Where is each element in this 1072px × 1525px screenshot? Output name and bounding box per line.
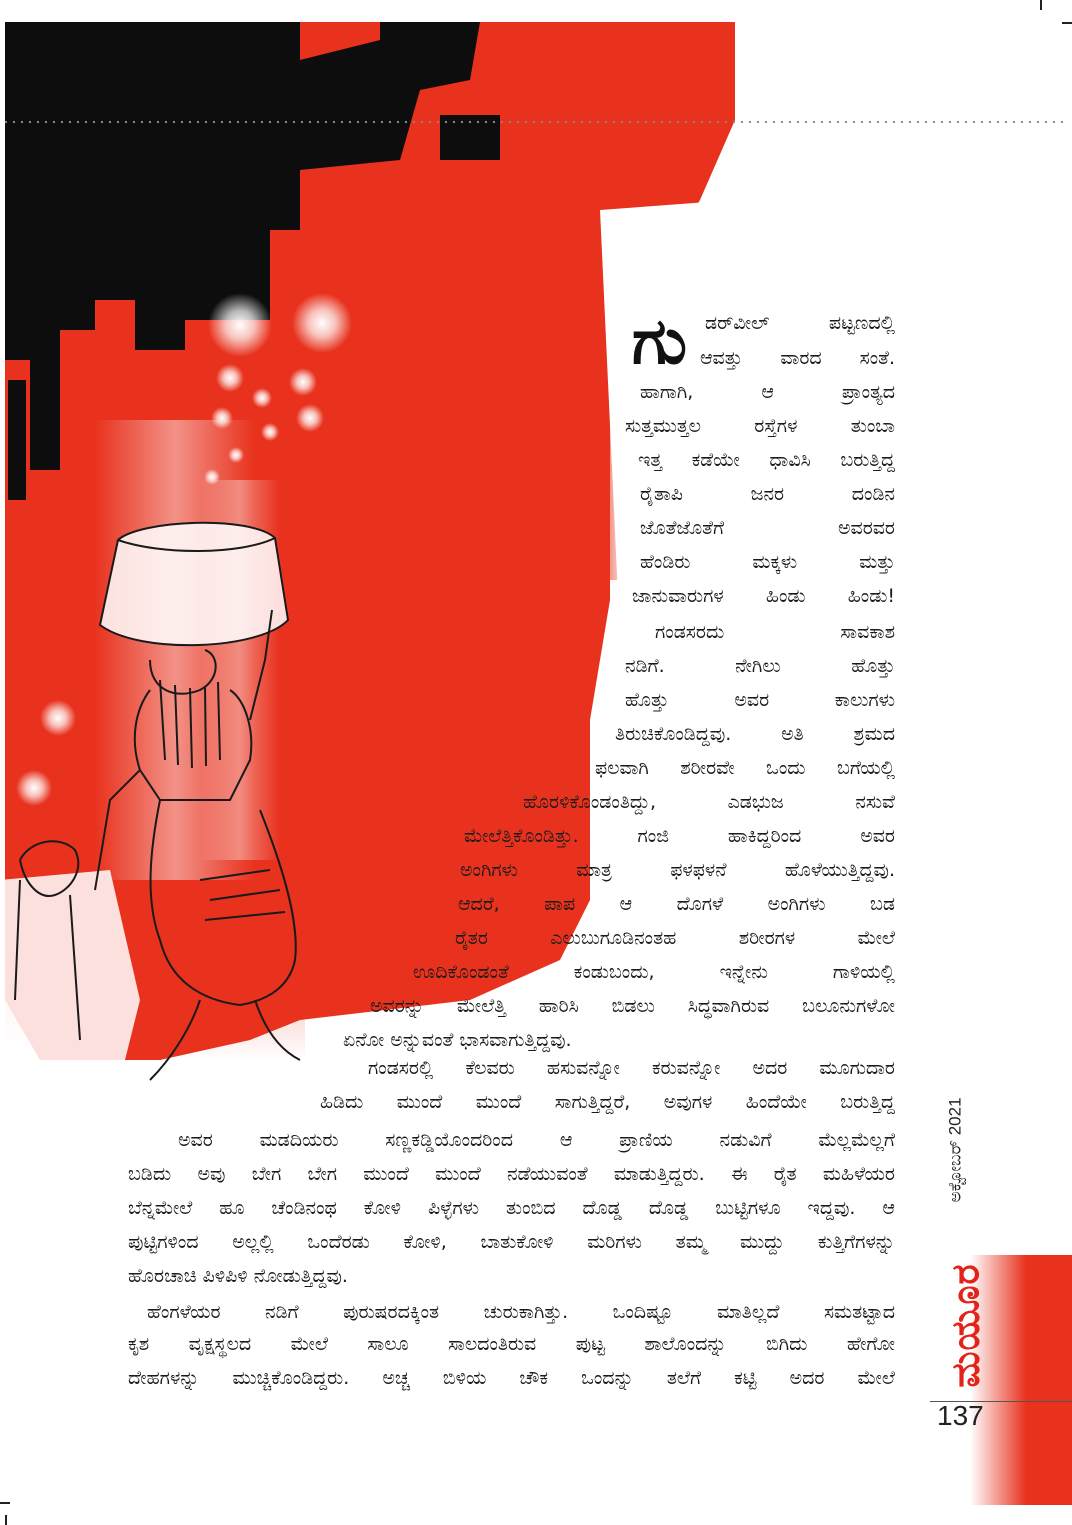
article-line: ಫಲವಾಗಿ ಶರೀರವೇ ಒಂದು ಬಗೆಯಲ್ಲಿ — [595, 757, 895, 779]
article-line: ಸುತ್ತಮುತ್ತಲ ರಸ್ತೆಗಳ ತುಂಬಾ — [625, 415, 895, 437]
page-number: 137 — [937, 1400, 984, 1431]
crop-mark — [1062, 22, 1072, 24]
article-line: ಜೊತೆಜೊತೆಗೆ ಅವರವರ — [640, 517, 895, 539]
article-line: ಹೆಂಡಿರು ಮಕ್ಕಳು ಮತ್ತು — [640, 551, 895, 573]
article-line: ಕೃಶ ವೃಕ್ಷಸ್ಥಲದ ಮೇಲೆ ಸಾಲೂ ಸಾಲದಂತಿರುವ ಪುಟ್ಟ ಶಾಲೊಂದನ್ನು ಬಿಗಿದು ಹೇಗೋ — [128, 1333, 895, 1355]
article-line: ಹಾಗಾಗಿ, ಆ ಪ್ರಾಂತ್ಯದ — [640, 381, 895, 403]
article-line: ಹೊರಳಿಕೊಂಡಂತಿದ್ದು, ಎಡಭುಜ ನಸುವೆ — [523, 791, 895, 813]
magazine-logo: ಮಯೂರ — [943, 1262, 988, 1388]
article-line: ಪುಟ್ಟಿಗಳಿಂದ ಅಲ್ಲಲ್ಲಿ ಒಂದೆರಡು ಕೋಳಿ, ಬಾತುಕೋಳಿ ಮರಿಗಳು ತಮ್ಮ ಮುದ್ದು ಕುತ್ತಿಗೆಗಳನ್ನು — [128, 1231, 895, 1253]
article-line: ಆವತ್ತು ವಾರದ ಸಂತೆ. — [700, 347, 895, 369]
article-line: ರೈತಾಪಿ ಜನರ ದಂಡಿನ — [640, 483, 895, 505]
issue-date: ಅಕ್ಟೋಬರ್ 2021 — [946, 1097, 965, 1203]
crop-mark — [5, 1515, 7, 1525]
article-line: ಜಾನುವಾರುಗಳ ಹಿಂಡು ಹಿಂಡು! — [632, 585, 895, 607]
article-line: ಆದರೆ, ಪಾಪ ಆ ದೊಗಳೆ ಅಂಗಿಗಳು ಬಡ — [458, 893, 895, 915]
drop-cap: ಗು — [632, 305, 687, 379]
article-line: ಗಂಡಸರಲ್ಲಿ ಕೆಲವರು ಹಸುವನ್ನೋ ಕರುವನ್ನೋ ಅದರ ಮೂಗುದಾರ — [368, 1057, 895, 1079]
article-line: ಅಂಗಿಗಳು ಮಾತ್ರ ಫಳಫಳನೆ ಹೊಳೆಯುತ್ತಿದ್ದವು. — [460, 859, 895, 881]
article-line: ಹೊತ್ತು ಅವರ ಕಾಲುಗಳು — [625, 689, 895, 711]
article-line: ಬೆನ್ನಮೇಲೆ ಹೂ ಚೆಂಡಿನಂಥ ಕೋಳಿ ಪಿಳ್ಳೆಗಳು ತುಂಬಿದ ದೊಡ್ಡ ದೊಡ್ಡ ಬುಟ್ಟಿಗಳೂ ಇದ್ದವು. ಆ — [128, 1197, 895, 1219]
article-line: ಗಂಡಸರದು ಸಾವಕಾಶ — [655, 621, 895, 643]
article-line: ನಡಿಗೆ. ನೇಗಿಲು ಹೊತ್ತು — [625, 655, 895, 677]
article-line: ದೇಹಗಳನ್ನು ಮುಚ್ಚಿಕೊಂಡಿದ್ದರು. ಅಚ್ಚ ಬಿಳಿಯ ಚೌಕ ಒಂದನ್ನು ತಲೆಗೆ ಕಟ್ಟಿ ಅದರ ಮೇಲೆ — [128, 1367, 895, 1389]
article-line: ಇತ್ತ ಕಡೆಯೇ ಧಾವಿಸಿ ಬರುತ್ತಿದ್ದ — [638, 449, 895, 471]
crop-mark — [1040, 0, 1042, 10]
article-line: ರೈತರ ಎಲುಬುಗೂಡಿನಂತಹ ಶರೀರಗಳ ಮೇಲೆ — [455, 927, 895, 949]
article-line: ಹಿಡಿದು ಮುಂದೆ ಮುಂದೆ ಸಾಗುತ್ತಿದ್ದರೆ, ಅವುಗಳ ಹಿಂದೆಯೇ ಬರುತ್ತಿದ್ದ — [320, 1091, 895, 1113]
article-line: ಮೇಲೆತ್ತಿಕೊಂಡಿತ್ತು. ಗಂಜಿ ಹಾಕಿದ್ದರಿಂದ ಅವರ — [464, 825, 895, 847]
article-line: ಏನೋ ಅನ್ನುವಂತೆ ಭಾಸವಾಗುತ್ತಿದ್ದವು. — [343, 1029, 572, 1051]
crop-mark — [0, 1502, 10, 1504]
article-line: ಅವರ ಮಡದಿಯರು ಸಣ್ಣಕಡ್ಡಿಯೊಂದರಿಂದ ಆ ಪ್ರಾಣಿಯ ನಡುವಿಗೆ ಮೆಲ್ಲಮೆಲ್ಲಗೆ — [178, 1129, 895, 1151]
article-line: ಊದಿಕೊಂಡಂತೆ ಕಂಡುಬಂದು, ಇನ್ನೇನು ಗಾಳಿಯಲ್ಲಿ — [413, 961, 895, 983]
article-line: ಅವರನ್ನು ಮೇಲೆತ್ತಿ ಹಾರಿಸಿ ಬಿಡಲು ಸಿದ್ಧವಾಗಿರುವ ಬಲೂನುಗಳೋ — [370, 995, 895, 1017]
article-line: ಡರ್‌ವೀಲ್ ಪಟ್ಟಣದಲ್ಲಿ — [705, 312, 895, 334]
article-line: ಬಡಿದು ಅವು ಬೇಗ ಬೇಗ ಮುಂದೆ ಮುಂದೆ ನಡೆಯುವಂತೆ ಮಾಡುತ್ತಿದ್ದರು. ಈ ರೈತ ಮಹಿಳೆಯರ — [128, 1163, 895, 1185]
article-line: ಹೆಂಗಳೆಯರ ನಡಿಗೆ ಪುರುಷರದಕ್ಕಿಂತ ಚುರುಕಾಗಿತ್ತು. ಒಂದಿಷ್ಟೂ ಮಾತಿಲ್ಲದೆ ಸಮತಟ್ಟಾದ — [147, 1301, 895, 1323]
article-line: ತಿರುಚಿಕೊಂಡಿದ್ದವು. ಅತಿ ಶ್ರಮದ — [615, 723, 895, 745]
article-line: ಹೊರಚಾಚಿ ಪಿಳಿಪಿಳಿ ನೋಡುತ್ತಿದ್ದವು. — [128, 1265, 348, 1287]
